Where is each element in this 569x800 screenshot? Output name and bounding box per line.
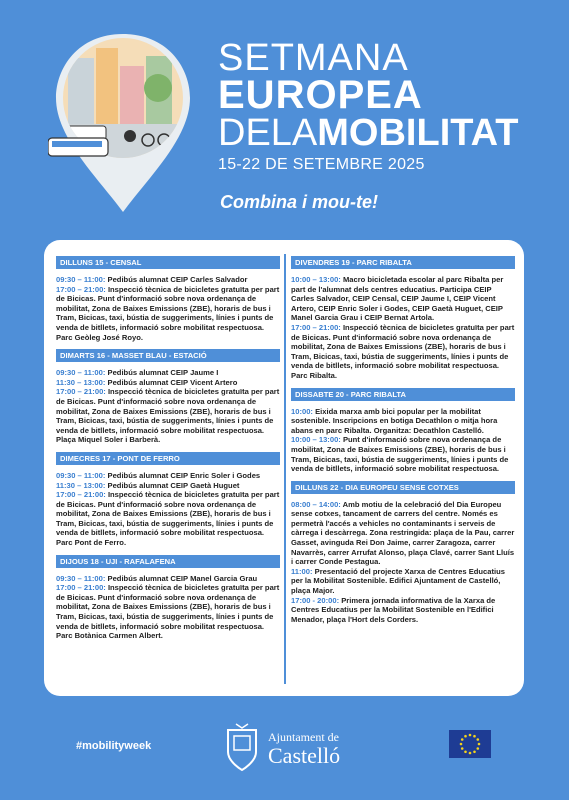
event-time: 08:00 – 14:00: (291, 499, 341, 509)
eu-star-icon (476, 738, 479, 741)
event-description: Macro bicicletada escolar al parc Ribalta per part de l'alumnat dels centres educatius. Participa CEIP Carles Salvador, CEIP Censal, CEIP Jaume I, CEIP Vicent Artero, CEIP Enric Soler i Godes, CEIP Gaetà Huguet, CEIP Manel Garcia Grau i CEIP Bernat Artola. (291, 275, 504, 323)
eu-star-icon (476, 747, 479, 750)
event-item (56, 574, 280, 584)
eu-star-icon (473, 750, 476, 753)
event-description: Pedibús alumnat CEIP Vicent Artero (105, 377, 238, 387)
event-description: Pedibús alumnat CEIP Carles Salvador (105, 275, 248, 284)
event-time: 11:30 – 13:00: (56, 480, 106, 490)
eu-flag-icon (449, 730, 491, 758)
title-line-3-thin: DELA (218, 112, 318, 154)
council-line-1: Ajuntament de (268, 730, 339, 744)
event-time: 11:30 – 13:00: (56, 377, 106, 387)
event-time: 17:00 – 21:00: (56, 284, 106, 294)
title-line-3-bold: MOBILITAT (317, 112, 519, 154)
event-description: Pedibús alumnat CEIP Manel Garcia Grau (105, 573, 258, 583)
day-heading: DIJOUS 18 - UJI - RAFALAFENA (56, 555, 280, 568)
day-block (291, 481, 515, 625)
title-line-3 (218, 114, 519, 152)
event-time: 17:00 – 21:00: (291, 322, 341, 332)
event-item (291, 407, 515, 436)
day-block (291, 256, 515, 381)
event-item (291, 500, 515, 567)
event-item (56, 387, 280, 445)
event-time: 11:00: (291, 566, 313, 576)
eu-star-icon (464, 735, 467, 738)
event-time: 10:00: (291, 406, 313, 416)
event-item (56, 368, 280, 378)
event-description: Punt d'informació sobre nova ordenança de mobilitat, Zona de Baixes Emissions (ZBE), horaris de bus i Tram, Bicicas, taxi, bústia de suggeriments, línies i punts de venda de bitllets, informació sobre mobilitat respectuosa. (291, 435, 509, 474)
column-divider (284, 254, 286, 684)
council-logo-text (268, 730, 340, 767)
title-line-2: EUROPEA (218, 73, 423, 117)
event-time: 09:30 – 11:00: (56, 275, 106, 284)
event-item (56, 481, 280, 491)
event-description: Inspecció tècnica de bicicletes gratuïta per part de Bicicas. Punt d'informació sobre nova ordenança de mobilitat, Zona de Baixes Emissions (ZBE), horaris de bus i Tram, Bicicas, taxi, bústia de suggeriments, línies i punts de venda de bitllets, informació sobre mobilitat respectuosa. Parc Botànica Carmen Albert. (56, 583, 280, 641)
title-line-1: SETMANA (218, 37, 409, 79)
council-line-2: Castelló (268, 743, 341, 768)
footer (0, 700, 569, 800)
day-block (56, 256, 280, 342)
eu-star-icon (478, 743, 481, 746)
day-block (56, 452, 280, 548)
event-description: Pedibús alumnat CEIP Jaume I (105, 368, 219, 378)
day-heading: DIMARTS 16 - MASSET BLAU - ESTACIÓ (56, 349, 280, 362)
event-item (56, 583, 280, 641)
day-heading: DISSABTE 20 - PARC RIBALTA (291, 388, 515, 401)
castello-coat-of-arms-icon (222, 722, 262, 772)
event-description: Eixida marxa amb bici popular per la mobilitat sostenible. Inscripcions en botiga Decathlon o mitja hora abans en parc Ribalta. Organitza: Decathlon Castelló. (291, 406, 498, 435)
day-heading: DIVENDRES 19 - PARC RIBALTA (291, 256, 515, 269)
event-title (218, 37, 519, 174)
event-description: Amb motiu de la celebració del Dia Europeu sense cotxes, tancament de carrers del centre. Només es permetrà l'accés a vehicles no contaminants i serveis de càrrega i descàrrega. Zona restringida: plaça de la Pau, carrer Gasset, avinguda Rei Don Jaime, carrer Zaragoza, carrer Navarrès, carrer Arrufat Alonso, plaça Clavé, carrer Sant Lluís i carrer Conde Pestagua. (291, 499, 515, 567)
day-block (291, 388, 515, 474)
event-dates: 15-22 DE SETEMBRE 2025 (218, 156, 425, 173)
event-item (291, 275, 515, 323)
event-description: Primera jornada informativa de la Xarxa de Centres Educatius per la Mobilitat Sostenible en l'Edifici Menador, plaça l'Hort dels Corders. (291, 595, 496, 624)
map-pin-illustration (48, 28, 198, 218)
program-column-right (291, 256, 515, 631)
event-time: 10:00 – 13:00: (291, 435, 341, 445)
day-heading: DILLUNS 22 - DIA EUROPEU SENSE COTXES (291, 481, 515, 494)
event-item (291, 596, 515, 625)
event-item (56, 285, 280, 343)
event-description: Pedibús alumnat CEIP Enric Soler i Godes (105, 470, 261, 480)
event-description: Inspecció tècnica de bicicletes gratuïta per part de Bicicas. Punt d'informació sobre nova ordenança de mobilitat, Zona de Baixes Emissions (ZBE), horaris de bus i Tram, Bicicas, taxi, bústia de suggeriments, línies i punts de venda de bitllets, informació sobre mobilitat respectuosa. Parc Pont de Ferro. (56, 490, 280, 548)
eu-star-icon (460, 743, 463, 746)
event-item (56, 378, 280, 388)
eu-star-icon (461, 738, 464, 741)
event-time: 17:00 – 21:00: (56, 387, 106, 397)
day-heading: DIMECRES 17 - PONT DE FERRO (56, 452, 280, 465)
event-description: Presentació del projecte Xarxa de Centres Educatius per la Mobilitat Sostenible. Edifici Ajuntament de Castelló, plaça Major. (291, 566, 505, 596)
event-time: 17:00 - 20:00: (291, 595, 340, 605)
event-item (291, 567, 515, 596)
event-description: Inspecció tècnica de bicicletes gratuïta per part de Bicicas. Punt d'informació sobre nova ordenança de mobilitat, Zona de Baixes Emissions (ZBE), horaris de bus i Tram, Bicicas, taxi, bústia de suggeriments, línies i punts de venda de bitllets, informació sobre mobilitat respectuosa. Parc Geòleg José Royo. (56, 284, 280, 342)
event-description: Pedibús alumnat CEIP Gaetà Huguet (105, 480, 240, 490)
eu-star-icon (461, 747, 464, 750)
event-time: 09:30 – 11:00: (56, 368, 106, 378)
slogan: Combina i mou-te! (220, 192, 378, 212)
day-block (56, 349, 280, 445)
hashtag: #mobilityweek (76, 740, 152, 752)
event-description: Inspecció tècnica de bicicletes gratuïta per part de Bicicas. Punt d'informació sobre nova ordenança de mobilitat, Zona de Baixes Emissions (ZBE), horaris de bus i Tram, Bicicas, taxi, bústia de suggeriments, línies i punts de venda de bitllets, informació sobre mobilitat respectuosa. Parc Ribalta. (291, 322, 515, 380)
event-item (291, 435, 515, 473)
event-description: Inspecció tècnica de bicicletes gratuïta per part de Bicicas. Punt d'informació sobre nova ordenança de mobilitat, Zona de Baixes Emissions (ZBE), horaris de bus i Tram, Bicicas, taxi, bústia de suggeriments, línies i punts de venda de bitllets, informació sobre mobilitat respectuosa. Plaça Miquel Soler i Barberà. (56, 387, 280, 445)
event-time: 10:00 – 13:00: (291, 275, 341, 284)
event-item (291, 323, 515, 381)
program-card (44, 240, 524, 696)
day-block (56, 555, 280, 641)
event-time: 17:00 – 21:00: (56, 490, 106, 500)
event-time: 17:00 – 21:00: (56, 583, 106, 593)
event-time: 09:30 – 11:00: (56, 573, 106, 583)
event-time: 09:30 – 11:00: (56, 470, 106, 480)
hero-banner (0, 0, 569, 230)
event-item (56, 471, 280, 481)
eu-star-icon (464, 750, 467, 753)
eu-star-icon (473, 735, 476, 738)
eu-star-icon (469, 752, 472, 755)
day-heading: DILLUNS 15 - CENSAL (56, 256, 280, 269)
program-column-left (56, 256, 280, 648)
event-item (56, 490, 280, 548)
event-item (56, 275, 280, 285)
eu-star-icon (469, 734, 472, 737)
